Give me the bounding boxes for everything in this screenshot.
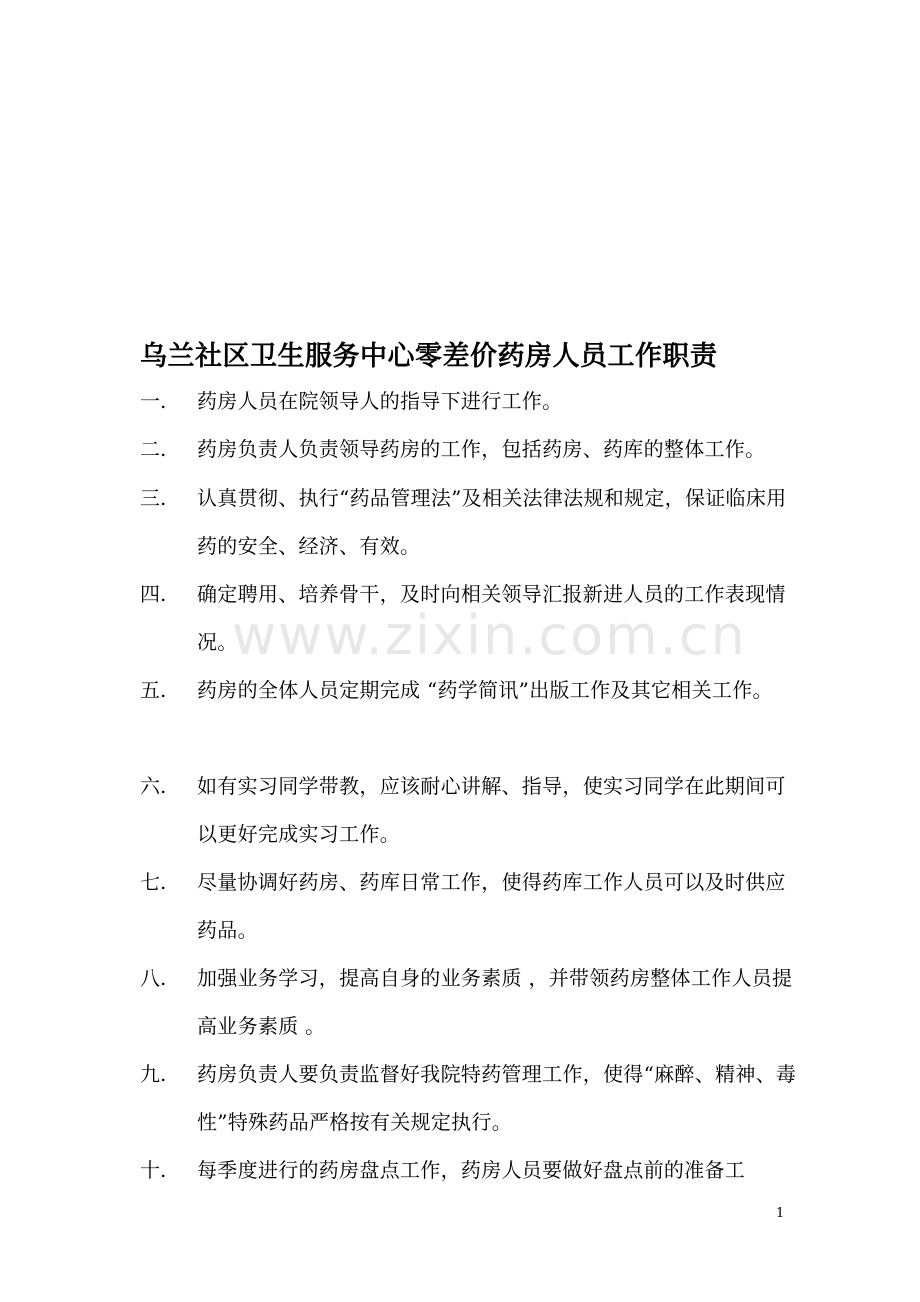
item-text: 药房人员在院领导人的指导下进行工作。 [197,389,563,413]
item-number: 五. [140,678,167,702]
item-text: 药房的全体人员定期完成 “药学简讯”出版工作及其它相关工作。 [197,678,773,702]
item-number: 十. [140,1158,167,1182]
item-text: 药房负责人负责领导药房的工作，包括药房、药库的整体工作。 [197,437,766,461]
item-text: 每季度进行的药房盘点工作，药房人员要做好盘点前的准备工 [197,1158,746,1182]
item-text: 如有实习同学带教，应该耐心讲解、指导，使实习同学在此期间可以更好完成实习工作。 [197,774,786,846]
item-number: 六. [140,774,167,798]
item-number: 七. [140,870,167,894]
item-number: 三. [140,486,167,510]
page-title: 乌兰社区卫生服务中心零差价药房人员工作职责 [140,341,718,372]
item-text: 尽量协调好药房、药库日常工作，使得药库工作人员可以及时供应药品。 [197,870,786,942]
page-number: 1 [776,1206,785,1221]
item-number: 四. [140,582,167,606]
item-text: 药房负责人要负责监督好我院特药管理工作，使得“麻醉、精神、毒性”特殊药品严格按有关规定执行。 [197,1062,797,1134]
watermark: www.zixin.com.cn [232,604,747,667]
item-text: 认真贯彻、执行“药品管理法”及相关法律法规和规定，保证临床用药的安全、经济、有效。 [197,486,787,558]
item-number: 八. [140,966,167,990]
item-number: 一. [140,389,167,413]
item-number: 二. [140,437,167,461]
item-number: 九. [140,1062,167,1086]
item-text: 确定聘用、培养骨干，及时向相关领导汇报新进人员的工作表现情况。 [197,582,786,654]
item-text: 加强业务学习，提高自身的业务素质 ，并带领药房整体工作人员提高业务素质 。 [197,966,793,1038]
